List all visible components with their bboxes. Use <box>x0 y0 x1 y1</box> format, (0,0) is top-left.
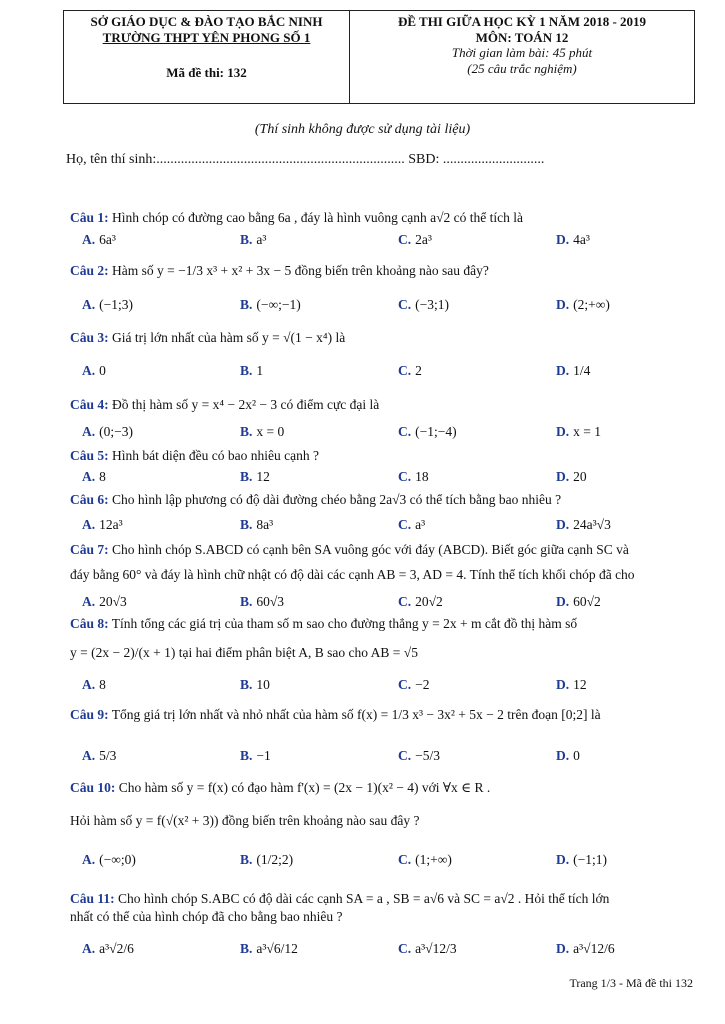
question-10-cont: Hỏi hàm số y = f(√(x² + 3)) đồng biến trên khoảng nào sau đây ? <box>70 813 420 828</box>
question-9 <box>70 707 700 723</box>
options-5 <box>70 469 700 491</box>
option-a[interactable]: A. 8 <box>82 469 106 484</box>
subject: MÔN: TOÁN 12 <box>475 29 569 45</box>
option-c[interactable]: C. a³√12/3 <box>398 941 457 956</box>
option-b[interactable]: B. 1 <box>240 363 264 378</box>
question-2 <box>70 263 700 279</box>
option-a[interactable]: A. (−∞;0) <box>82 852 136 867</box>
student-info-line: Họ, tên thí sinh:....................................................................... SBD: ............................. <box>66 152 545 167</box>
question-label: Câu 1: <box>70 210 109 225</box>
option-a[interactable]: A. 8 <box>82 677 106 692</box>
question-label: Câu 5: <box>70 448 109 463</box>
header-left <box>64 11 350 103</box>
question-11 <box>70 891 700 907</box>
question-3 <box>70 330 700 346</box>
option-c[interactable]: C. (−1;−4) <box>398 424 457 439</box>
question-8 <box>70 616 700 632</box>
question-label: Câu 3: <box>70 330 109 345</box>
option-c[interactable]: C. (−3;1) <box>398 297 449 312</box>
option-d[interactable]: D. 20 <box>556 469 587 484</box>
option-d[interactable]: D. 4a³ <box>556 232 590 247</box>
question-label: Câu 7: <box>70 542 109 557</box>
option-a[interactable]: A. 6a³ <box>82 232 116 247</box>
question-count: (25 câu trắc nghiệm) <box>467 60 577 76</box>
options-11 <box>70 941 700 963</box>
question-text: Tính tổng các giá trị của tham số m sao cho đường thẳng y = 2x + m cắt đồ thị hàm số <box>111 616 578 631</box>
question-text: Cho hình chóp S.ABC có độ dài các cạnh SA = a , SB = a√6 và SC = a√2 . Hỏi thể tích lớn <box>118 891 610 906</box>
options-10 <box>70 852 700 874</box>
instruction-note: (Thí sinh không được sử dụng tài liệu) <box>254 122 471 137</box>
question-text: Cho hình chóp S.ABCD có cạnh bên SA vuông góc với đáy (ABCD). Biết góc giữa cạnh SC và <box>112 542 629 557</box>
option-a[interactable]: A. a³√2/6 <box>82 941 134 956</box>
option-d[interactable]: D. a³√12/6 <box>556 941 615 956</box>
option-b[interactable]: B. (−∞;−1) <box>240 297 301 312</box>
options-4 <box>70 424 700 446</box>
question-11-cont: nhất có thể của hình chóp đã cho bằng bao nhiêu ? <box>70 909 343 924</box>
options-3 <box>70 363 700 385</box>
options-1 <box>70 232 700 254</box>
option-b[interactable]: B. 8a³ <box>240 517 274 532</box>
question-text: Cho hình lập phương có độ dài đường chéo bằng 2a√3 có thể tích bằng bao nhiêu ? <box>112 492 562 507</box>
question-text: Hình bát diện đều có bao nhiêu cạnh ? <box>112 448 319 463</box>
option-c[interactable]: C. −2 <box>398 677 430 692</box>
option-b[interactable]: B. 60√3 <box>240 594 285 609</box>
option-a[interactable]: A. 12a³ <box>82 517 123 532</box>
option-d[interactable]: D. 1/4 <box>556 363 591 378</box>
question-label: Câu 10: <box>70 780 116 795</box>
question-label: Câu 9: <box>70 707 109 722</box>
option-c[interactable]: C. a³ <box>398 517 426 532</box>
department-name: SỞ GIÁO DỤC & ĐÀO TẠO BẮC NINH <box>90 14 323 29</box>
option-c[interactable]: C. (1;+∞) <box>398 852 452 867</box>
option-c[interactable]: C. 2 <box>398 363 422 378</box>
question-label: Câu 8: <box>70 616 109 631</box>
question-text: Hình chóp có đường cao bằng 6a , đáy là hình vuông cạnh a√2 có thể tích là <box>112 210 524 225</box>
question-6 <box>70 492 700 508</box>
option-d[interactable]: D. 60√2 <box>556 594 601 609</box>
option-b[interactable]: B. (1/2;2) <box>240 852 294 867</box>
options-2 <box>70 297 700 319</box>
option-b[interactable]: B. a³√6/12 <box>240 941 298 956</box>
header-right <box>350 11 694 103</box>
option-b[interactable]: B. x = 0 <box>240 424 285 439</box>
option-a[interactable]: A. 20√3 <box>82 594 127 609</box>
option-a[interactable]: A. 5/3 <box>82 748 117 763</box>
option-c[interactable]: C. −5/3 <box>398 748 440 763</box>
option-c[interactable]: C. 18 <box>398 469 429 484</box>
option-d[interactable]: D. x = 1 <box>556 424 601 439</box>
question-label: Câu 2: <box>70 263 109 278</box>
question-text: Hàm số y = −1/3 x³ + x² + 3x − 5 đồng biến trên khoảng nào sau đây? <box>112 263 489 278</box>
question-text: Giá trị lớn nhất của hàm số y = √(1 − x⁴) là <box>112 330 346 345</box>
option-b[interactable]: B. −1 <box>240 748 271 763</box>
option-d[interactable]: D. (−1;1) <box>556 852 607 867</box>
option-d[interactable]: D. 12 <box>556 677 587 692</box>
option-c[interactable]: C. 2a³ <box>398 232 432 247</box>
option-a[interactable]: A. (0;−3) <box>82 424 133 439</box>
exam-title: ĐỀ THI GIỮA HỌC KỲ 1 NĂM 2018 - 2019 <box>397 14 647 29</box>
question-label: Câu 6: <box>70 492 109 507</box>
question-text: Cho hàm số y = f(x) có đạo hàm f'(x) = (2x − 1)(x² − 4) với ∀x ∈ R . <box>118 780 491 795</box>
duration: Thời gian làm bài: 45 phút <box>451 45 593 60</box>
options-9 <box>70 748 700 770</box>
option-c[interactable]: C. 20√2 <box>398 594 443 609</box>
option-d[interactable]: D. 0 <box>556 748 580 763</box>
question-5 <box>70 448 700 464</box>
options-7 <box>70 594 700 616</box>
question-7 <box>70 542 700 558</box>
options-6 <box>70 517 700 539</box>
option-a[interactable]: A. (−1;3) <box>82 297 133 312</box>
question-1 <box>70 210 700 226</box>
question-7-cont: đáy bằng 60° và đáy là hình chữ nhật có độ dài các cạnh AB = 3, AD = 4. Tính thể tích khối chóp đã cho <box>70 567 635 582</box>
question-8-cont: y = (2x − 2)/(x + 1) tại hai điểm phân biệt A, B sao cho AB = √5 <box>70 645 418 660</box>
option-b[interactable]: B. 12 <box>240 469 270 484</box>
question-text: Tổng giá trị lớn nhất và nhỏ nhất của hàm số f(x) = 1/3 x³ − 3x² + 5x − 2 trên đoạn [0;2] là <box>111 707 601 722</box>
option-d[interactable]: D. (2;+∞) <box>556 297 610 312</box>
question-10 <box>70 780 700 796</box>
question-label: Câu 4: <box>70 397 109 412</box>
page-footer: Trang 1/3 - Mã đề thi 132 <box>569 976 693 990</box>
question-label: Câu 11: <box>70 891 115 906</box>
exam-code: Mã đề thi: 132 <box>166 65 247 80</box>
question-4 <box>70 397 700 413</box>
option-b[interactable]: B. a³ <box>240 232 267 247</box>
options-8 <box>70 677 700 699</box>
option-d[interactable]: D. 24a³√3 <box>556 517 611 532</box>
header-box <box>63 10 695 104</box>
question-text: Đồ thị hàm số y = x⁴ − 2x² − 3 có điểm cực đại là <box>112 397 380 412</box>
option-b[interactable]: B. 10 <box>240 677 270 692</box>
option-a[interactable]: A. 0 <box>82 363 106 378</box>
school-name: TRƯỜNG THPT YÊN PHONG SỐ 1 <box>102 29 311 45</box>
